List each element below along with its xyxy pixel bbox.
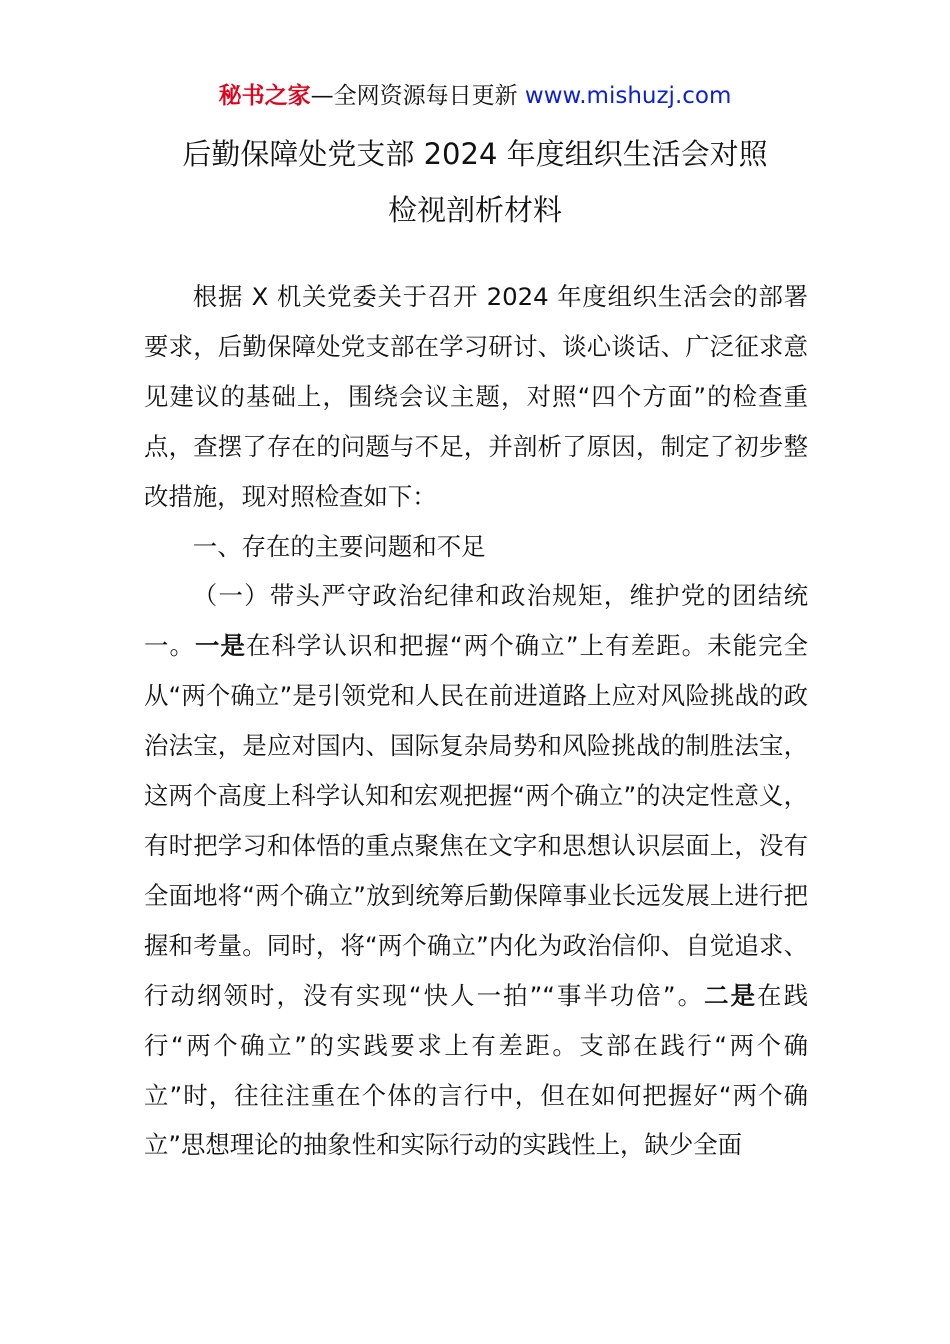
point-marker-1: 一是 [195, 631, 247, 661]
document-body [144, 272, 808, 1170]
point-text-2: 在践行“两个确立”的实践要求上有差距。支部在践行“两个确立”时，往往注重在个体的言行中，但在如何把握好“两个确立”思想理论的抽象性和实际行动的实践性上，缺少全面 [144, 980, 808, 1160]
brand-name: 秘书之家 [218, 83, 311, 109]
site-header [0, 80, 950, 112]
title-line-1: 后勤保障处党支部 2024 年度组织生活会对照 [182, 137, 768, 171]
header-tagline: —全网资源每日更新 [310, 83, 525, 109]
title-line-2: 检视剖析材料 [387, 193, 562, 227]
document-title [100, 126, 850, 238]
point-marker-2: 二是 [704, 980, 758, 1010]
intro-paragraph: 根据 X 机关党委关于召开 2024 年度组织生活会的部署要求，后勤保障处党支部在学习研讨、谈心谈话、广泛征求意见建议的基础上，围绕会议主题，对照“四个方面”的检查重点，查摆了存在的问题与不足，并剖析了原因，制定了初步整改措施，现对照检查如下： [144, 282, 808, 511]
subsection-lead: （一）带头严守政治纪律和政治规矩，维护党的团结统一。 [144, 581, 808, 661]
point-text-1: 在科学认识和把握“两个确立”上有差距。未能完全从“两个确立”是引领党和人民在前进道路上应对风险挑战的政治法宝，是应对国内、国际复杂局势和风险挑战的制胜法宝，这两个高度上科学认知和宏观把握“两个确立”的决定性意义，有时把学习和体悟的重点聚焦在文字和思想认识层面上，没有全面地将“两个确立”放到统筹后勤保障事业长远发展上进行把握和考量。同时，将“两个确立”内化为政治信仰、自觉追求、行动纲领时，没有实现“快人一拍”“事半功倍”。 [144, 631, 808, 1010]
site-url[interactable]: www.mishuzj.com [524, 83, 732, 109]
subsection-paragraph [144, 571, 808, 1170]
section-heading: 一、存在的主要问题和不足 [192, 531, 486, 561]
